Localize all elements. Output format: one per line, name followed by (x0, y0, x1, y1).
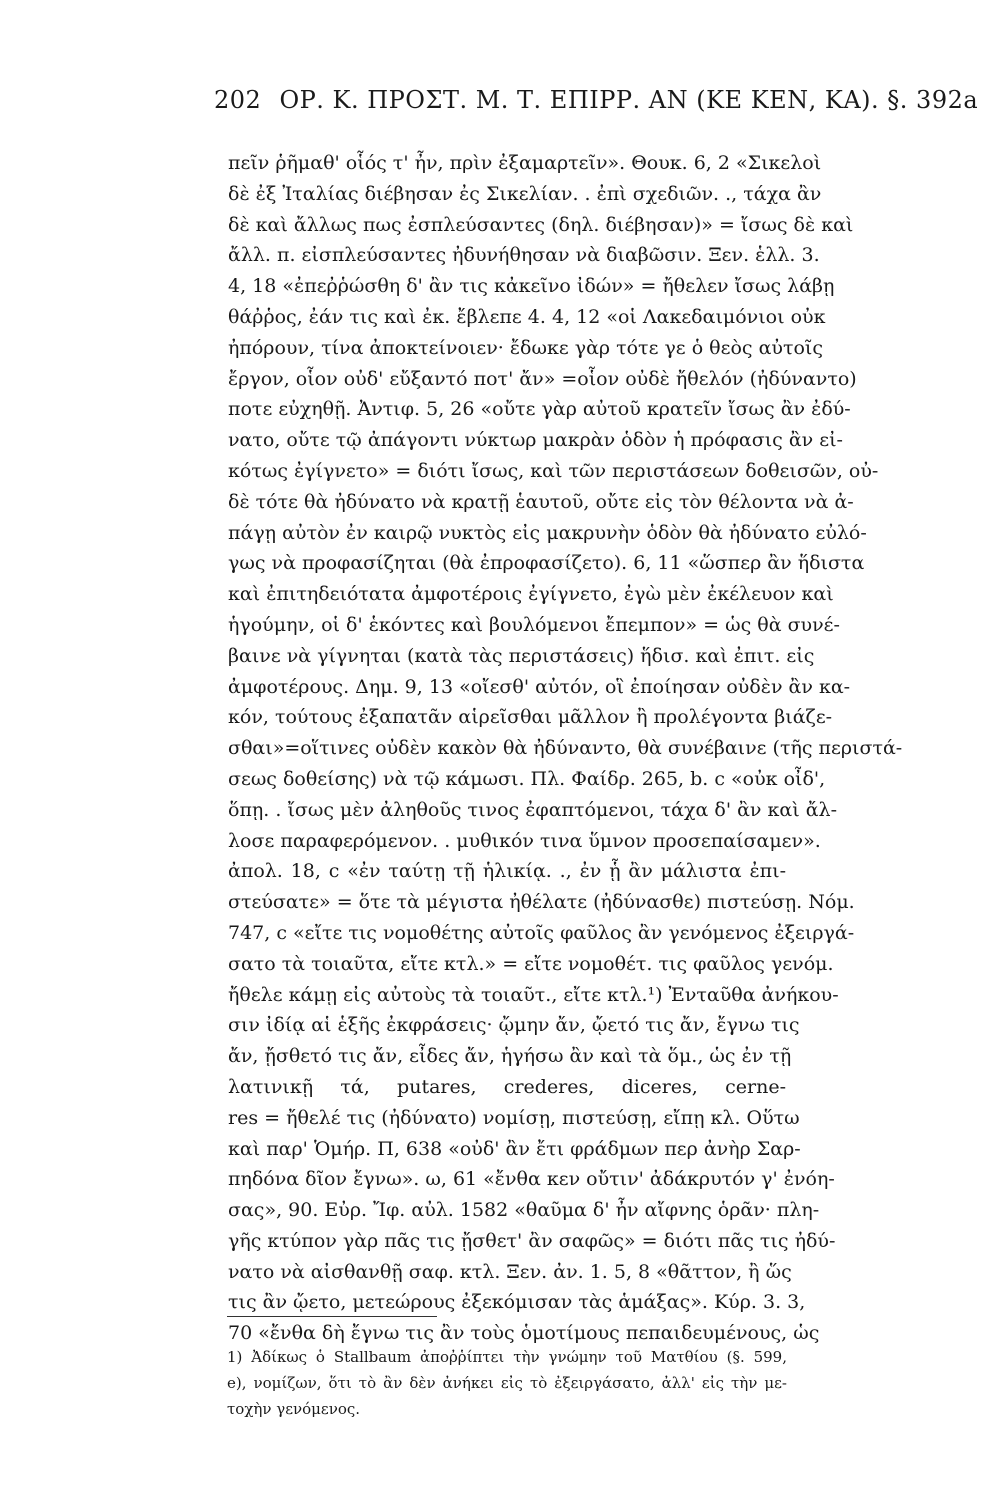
text-line: λοσε παραφερόμενον. . μυθικόν τινα ὕμνον προσεπαίσαμεν». (228, 829, 821, 852)
footnote-separator (227, 1316, 437, 1317)
text-line: 70 «ἔνθα δὴ ἔγνω τις ἂν τοὺς ὁμοτίμους πεπαιδευμένους, ὡς (228, 1322, 820, 1345)
page-number: 202 (214, 86, 262, 114)
text-line: δὲ ἐξ Ἰταλίας διέβησαν ἐς Σικελίαν. . ἐπὶ σχεδιῶν. ., τάχα ἂν (228, 182, 822, 205)
text-line: σθαι»=οἵτινες οὐδὲν κακὸν θὰ ἠδύναντο, θὰ συνέβαινε (τῆς περιστά- (228, 737, 903, 760)
text-line: ἄν, ᾔσθετό τις ἄν, εἶδες ἄν, ἡγήσω ἂν καὶ τὰ ὅμ., ὡς ἐν τῇ (228, 1045, 792, 1068)
text-line: γως νὰ προφασίζηται (θὰ ἐπροφασίζετο). 6, 11 «ὥσπερ ἂν ἥδιστα (228, 552, 865, 575)
text-line: κόν, τούτους ἐξαπατᾶν αἱρεῖσθαι μᾶλλον ἢ προλέγοντα βιάζε- (228, 706, 833, 729)
text-line: σας», 90. Εὐρ. Ἴφ. αὐλ. 1582 «θαῦμα δ' ἦν αἴφνης ὁρᾶν· πλη- (228, 1199, 820, 1222)
text-line: res = ἤθελέ τις (ἠδύνατο) νομίσῃ, πιστεύσῃ, εἴπῃ κλ. Οὕτω (228, 1106, 800, 1129)
main-text (228, 148, 903, 1349)
running-title: ΟΡ. Κ. ΠΡΟΣΤ. Μ. Τ. ΕΠΙΡΡ. ΑΝ (ΚΕ ΚΕΝ, ΚΑ). §. 392a (279, 86, 979, 114)
text-line: πάγῃ αὐτὸν ἐν καιρῷ νυκτὸς εἰς μακρυνὴν ὁδὸν θὰ ἠδύνατο εὐλό- (228, 521, 867, 544)
text-line: σατο τὰ τοιαῦτα, εἴτε κτλ.» = εἴτε νομοθέτ. τις φαῦλος γενόμ. (228, 952, 834, 975)
text-line: τις ἂν ᾤετο, μετεώρους ἐξεκόμισαν τὰς ἁμάξας». Κύρ. 3. 3, (228, 1291, 806, 1314)
footnote-line: e), νομίζων, ὅτι τὸ ἂν δὲν ἀνήκει εἰς τὸ ἐξειργάσατο, ἀλλ' εἰς τὴν με- (227, 1374, 787, 1392)
text-line: ποτε εὐχηθῇ. Ἀντιφ. 5, 26 «οὔτε γὰρ αὐτοῦ κρατεῖν ἴσως ἂν ἐδύ- (228, 398, 851, 421)
text-line: κότως ἐγίγνετο» = διότι ἴσως, καὶ τῶν περιστάσεων δοθεισῶν, οὐ- (228, 459, 879, 482)
text-line: νατο νὰ αἰσθανθῇ σαφ. κτλ. Ξεν. ἀν. 1. 5, 8 «θᾶττον, ἢ ὥς (228, 1260, 792, 1283)
footnotes (227, 1344, 787, 1422)
footnote-line: τοχὴν γενόμενος. (227, 1400, 361, 1418)
text-line: ἀπολ. 18, c «ἐν ταύτῃ τῇ ἡλικίᾳ. ., ἐν ᾗ ἂν μάλιστα ἐπι- (228, 860, 786, 883)
text-line: ὅπῃ. . ἴσως μὲν ἀληθοῦς τινος ἐφαπτόμενοι, τάχα δ' ἂν καὶ ἄλ- (228, 798, 838, 821)
text-line: γῆς κτύπον γὰρ πᾶς τις ᾔσθετ' ἂν σαφῶς» = διότι πᾶς τις ἠδύ- (228, 1229, 836, 1252)
text-line: καὶ παρ' Ὁμήρ. Π, 638 «οὐδ' ἂν ἔτι φράδμων περ ἀνὴρ Σαρ- (228, 1137, 801, 1160)
text-line: ἄλλ. π. εἰσπλεύσαντες ἠδυνήθησαν νὰ διαβῶσιν. Ξεν. ἑλλ. 3. (228, 244, 820, 267)
text-line: βαινε νὰ γίγνηται (κατὰ τὰς περιστάσεις) ἥδισ. καὶ ἐπιτ. εἰς (228, 644, 815, 667)
text-line: δὲ καὶ ἄλλως πως ἐσπλεύσαντες (δηλ. διέβησαν)» = ἴσως δὲ καὶ (228, 213, 854, 236)
text-line: ἡγούμην, οἱ δ' ἑκόντες καὶ βουλόμενοι ἔπεμπον» = ὡς θὰ συνέ- (228, 613, 840, 636)
text-line: καὶ ἐπιτηδειότατα ἀμφοτέροις ἐγίγνετο, ἐγὼ μὲν ἐκέλευον καὶ (228, 583, 834, 606)
text-line: ἠπόρουν, τίνα ἀποκτείνοιεν· ἔδωκε γὰρ τότε γε ὁ θεὸς αὐτοῖς (228, 336, 823, 359)
text-line: 4, 18 «ἐπεῤῥώσθη δ' ἂν τις κἀκεῖνο ἰδών» = ἤθελεν ἴσως λάβῃ (228, 275, 835, 298)
text-line: πηδόνα δῖον ἔγνω». ω, 61 «ἔνθα κεν οὔτιν' ἀδάκρυτόν γ' ἐνόη- (228, 1168, 835, 1191)
text-line: σεως δοθείσης) νὰ τῷ κάμωσι. Πλ. Φαίδρ. 265, b. c «οὐκ οἶδ', (228, 767, 826, 790)
text-line: σιν ἰδίᾳ αἱ ἑξῆς ἐκφράσεις· ᾤμην ἄν, ᾤετό τις ἄν, ἔγνω τις (228, 1014, 800, 1037)
text-line: θάῤῥος, ἐάν τις καὶ ἐκ. ἔβλεπε 4. 4, 12 «οἱ Λακεδαιμόνιοι οὐκ (228, 305, 826, 328)
text-line: 747, c «εἴτε τις νομοθέτης αὐτοῖς φαῦλος ἂν γενόμενος ἐξειργά- (228, 921, 855, 944)
footnote-line: 1) Ἀδίκως ὁ Stallbaum ἀποῤῥίπτει τὴν γνώμην τοῦ Ματθίου (§. 599, (227, 1348, 787, 1366)
text-line: στεύσατε» = ὅτε τὰ μέγιστα ἠθέλατε (ἠδύνασθε) πιστεύσῃ. Νόμ. (228, 891, 855, 914)
text-line: νατο, οὔτε τῷ ἀπάγοντι νύκτωρ μακρὰν ὁδὸν ἡ πρόφασις ἂν εἰ- (228, 429, 843, 452)
text-line: πεῖν ῥῆμαθ' οἷός τ' ἦν, πρὶν ἐξαμαρτεῖν». Θουκ. 6, 2 «Σικελοὶ (228, 152, 822, 174)
text-line: ἤθελε κάμῃ εἰς αὐτοὺς τὰ τοιαῦτ., εἴτε κτλ.¹) Ἐνταῦθα ἀνήκου- (228, 983, 839, 1006)
text-line: δὲ τότε θὰ ἠδύνατο νὰ κρατῇ ἑαυτοῦ, οὔτε εἰς τὸν θέλοντα νὰ ἀ- (228, 490, 854, 513)
page-header (214, 86, 979, 126)
text-line: ἔργον, οἷον οὐδ' εὔξαντό ποτ' ἄν» =οἷον οὐδὲ ἤθελόν (ἠδύναντο) (228, 367, 857, 390)
text-line: λατινικῇ τά, putares, crederes, diceres, cerne- (228, 1075, 786, 1098)
text-line: ἀμφοτέρους. Δημ. 9, 13 «οἴεσθ' αὐτόν, οἳ ἐποίησαν οὐδὲν ἂν κα- (228, 675, 851, 698)
